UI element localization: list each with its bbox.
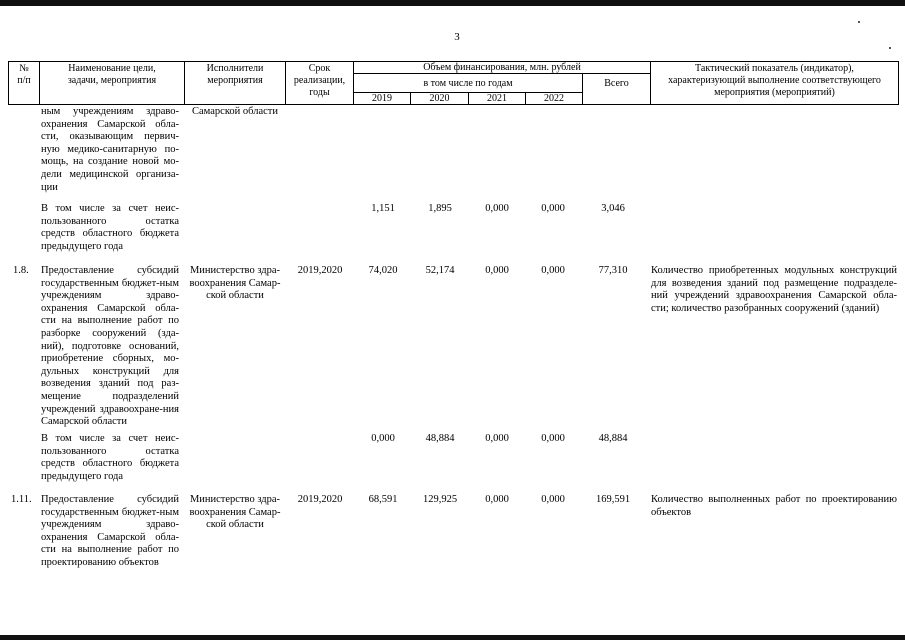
header-col-term: Срок реализации, годы xyxy=(293,63,346,98)
row-value-2019: 1,151 xyxy=(371,203,395,214)
row-value-total: 77,310 xyxy=(598,265,628,276)
row-description: ным учреждениям здраво-охранения Самарской обла-сти, оказывающим первич-ную медико-санитарную по-мощь, на создание новой мо-дели медицинской организа-ции xyxy=(41,106,179,193)
row-value-2022: 0,000 xyxy=(541,265,565,276)
row-value-2022: 0,000 xyxy=(541,433,565,444)
row-number: 1.8. xyxy=(13,265,29,276)
row-indicator: Количество выполненных работ по проектированию объектов xyxy=(651,494,897,518)
row-value-2021: 0,000 xyxy=(485,203,509,214)
row-value-total: 3,046 xyxy=(601,203,625,214)
row-description: Предоставление субсидий государственным бюджет-ным учреждениям здраво-охранения Самарской обла-сти на выполнение работ по разборке сооружений (зда-ний), подготовке оснований, приобретение сборных, мо-дульных конструкций для возведения зданий под раз-мещение подразделений учреждений здравоохране-ния Самарской области xyxy=(41,265,179,428)
header-col-name: Наименование цели, задачи, мероприятия xyxy=(67,63,157,86)
row-value-2019: 0,000 xyxy=(371,433,395,444)
header-year-2019: 2019 xyxy=(372,93,392,104)
page-number: 3 xyxy=(454,31,460,43)
row-value-2019: 68,591 xyxy=(368,494,398,505)
row-value-2022: 0,000 xyxy=(541,494,565,505)
row-term: 2019,2020 xyxy=(297,494,343,505)
row-executor: Министерство здра-воохранения Самар-ской области xyxy=(189,265,281,302)
row-description: Предоставление субсидий государственным бюджет-ным учреждениям здраво-охранения Самарской обла-сти на выполнение работ по проектированию объектов xyxy=(41,494,179,568)
header-col-executor: Исполнители мероприятия xyxy=(206,63,264,86)
row-value-2021: 0,000 xyxy=(485,494,509,505)
header-col-no: № п/п xyxy=(17,63,31,86)
header-col-finance: Объем финансирования, млн. рублей xyxy=(423,62,581,73)
header-col-total: Всего xyxy=(604,78,629,89)
row-executor: Самарской области xyxy=(192,106,278,117)
row-term: 2019,2020 xyxy=(297,265,343,276)
row-indicator: Количество приобретенных модульных конструкций для возведения зданий под размещение подразделе-ний учреждений здравоохранения Самарской обла-сти; количество разобранных сооружений (зданий) xyxy=(651,265,897,314)
row-value-2021: 0,000 xyxy=(485,265,509,276)
row-value-2020: 1,895 xyxy=(428,203,452,214)
row-executor: Министерство здра-воохранения Самар-ской области xyxy=(189,494,281,531)
header-year-2020: 2020 xyxy=(429,93,450,104)
row-value-total: 169,591 xyxy=(595,494,631,505)
scan-speck xyxy=(858,21,860,23)
row-value-2020: 52,174 xyxy=(425,265,455,276)
row-value-2021: 0,000 xyxy=(485,433,509,444)
header-year-2021: 2021 xyxy=(487,93,507,104)
row-value-2020: 48,884 xyxy=(425,433,455,444)
row-value-total: 48,884 xyxy=(598,433,628,444)
scan-speck xyxy=(889,47,891,49)
row-description: В том числе за счет неис-пользованного остатка средств областного бюджета предыдущего года xyxy=(41,433,179,482)
row-description: В том числе за счет неис-пользованного остатка средств областного бюджета предыдущего года xyxy=(41,203,179,252)
header-col-by-years: в том числе по годам xyxy=(423,78,513,89)
row-number: 1.11. xyxy=(11,494,32,505)
col-divider xyxy=(898,61,899,105)
row-value-2020: 129,925 xyxy=(422,494,458,505)
header-year-2022: 2022 xyxy=(544,93,564,104)
header-col-indicator: Тактический показатель (индикатор), характеризующий выполнение соответствующего мероприятия (мероприятий) xyxy=(668,63,881,98)
top-scan-border xyxy=(0,0,905,6)
row-value-2019: 74,020 xyxy=(368,265,398,276)
row-value-2022: 0,000 xyxy=(541,203,565,214)
bottom-scan-border xyxy=(0,635,905,640)
